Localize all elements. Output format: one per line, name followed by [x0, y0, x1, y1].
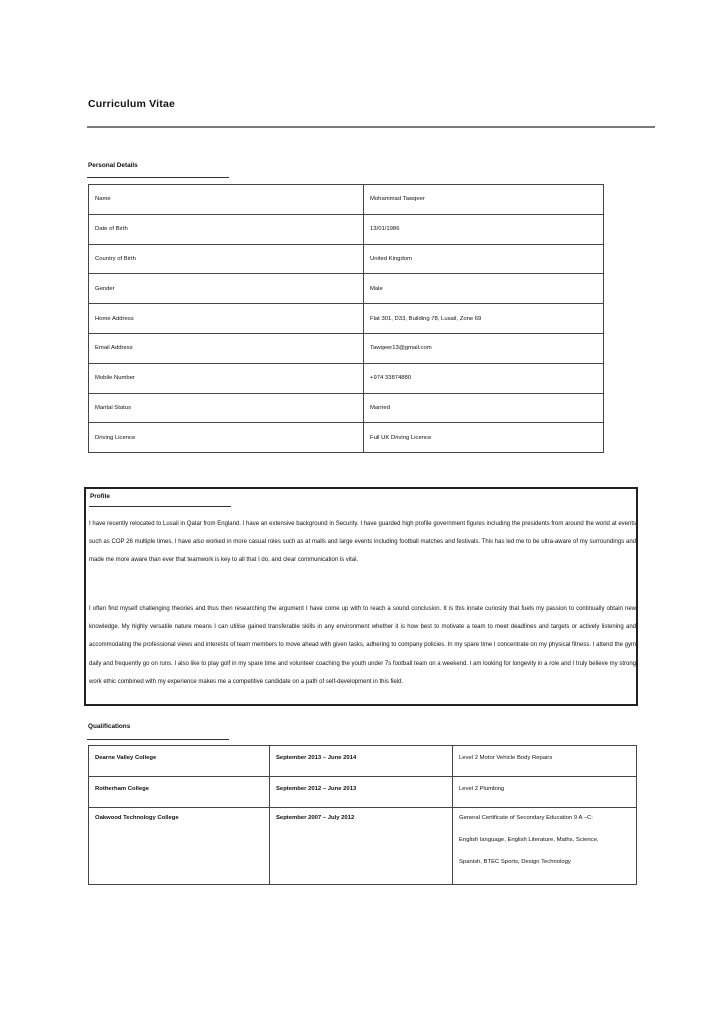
row-label: Name	[89, 185, 364, 215]
row-label: Driving Licence	[89, 423, 364, 453]
row-value: Flat 301, D33, Building 78, Lusail, Zone 69	[364, 304, 604, 334]
personal-details-table	[88, 184, 604, 453]
qualification-details	[453, 808, 637, 885]
row-value: Tawqeer13@gmail.com	[364, 333, 604, 363]
personal-row-marital-status	[89, 393, 604, 423]
personal-row-driving-licence	[89, 423, 604, 453]
row-value: Married	[364, 393, 604, 423]
profile-paragraph: I have recently relocated to Lusail in Qatar from England. I have an extensive background in Security. I have guarded high profile government figures including the presidents from around the world at events such as COP 26 multiple times. I have also worked in more casual roles such as at malls and large events including football matches and festivals. This has led me to be ultra-aware of my surroundings and made me more aware than ever that teamwork is key to all that I do, and clear communication is vital.	[89, 521, 636, 564]
personal-row-name	[89, 185, 604, 215]
personal-details-heading: Personal Details	[88, 162, 138, 169]
profile-paragraph: I often find myself challenging theories and thus then researching the argument I have come up with to reach a sound conclusion. It is this innate curiosity that fuels my passion to continually obtain new knowledge. My highly versatile nature means I can utilise gained transferable skills in any environment whether it is how best to motivate a team to meet deadlines and targets or actively listening and accommodating the professional views and interests of team members to move ahead with given tasks, adhering to company policies. In my spare time I concentrate on my physical fitness. I attend the gym daily and frequently go on runs. I also like to play golf in my spare time and volunteer coaching the youth under 7s football team on a weekend. I am looking for longevity in a role and I truly believe my strong work ethic combined with my experience makes me a competitive candidate on a path of self-development in this field.	[89, 606, 636, 685]
row-label: Country of Birth	[89, 244, 364, 274]
personal-row-date-of-birth	[89, 214, 604, 244]
qualification-detail-line: Spanish, BTEC Sports, Design Technology	[459, 859, 571, 865]
row-value: 13/01/1986	[364, 214, 604, 244]
qualification-detail-line: General Certificate of Secondary Education 9 A –C:	[459, 815, 593, 821]
row-value: Male	[364, 274, 604, 304]
personal-row-gender	[89, 274, 604, 304]
qualification-detail-line: English language, English Literature, Maths, Science,	[459, 837, 599, 843]
row-label: Mobile Number	[89, 363, 364, 393]
qualification-dates: September 2007 – July 2012	[270, 808, 453, 885]
qualification-details: Level 2 Plumbing	[453, 777, 637, 808]
qualifications-heading: Qualifications	[88, 723, 131, 730]
row-value: +974 33874880	[364, 363, 604, 393]
qualification-institution: Rotherham College	[89, 777, 270, 808]
qualification-institution: Oakwood Technology College	[89, 808, 270, 885]
row-label: Marital Status	[89, 393, 364, 423]
qualification-dates: September 2013 – June 2014	[270, 746, 453, 777]
qualification-details: Level 2 Motor Vehicle Body Repairs	[453, 746, 637, 777]
profile-section	[84, 487, 638, 706]
personal-row-mobile-number	[89, 363, 604, 393]
personal-row-email-address	[89, 333, 604, 363]
row-value: Full UK Driving Licence	[364, 423, 604, 453]
qualifications-underline	[87, 739, 229, 740]
personal-row-home-address	[89, 304, 604, 334]
personal-details-underline	[87, 177, 229, 178]
profile-heading: Profile	[90, 493, 110, 500]
row-value: United Kingdom	[364, 244, 604, 274]
qualification-row	[89, 777, 637, 808]
qualification-row	[89, 746, 637, 777]
row-label: Home Address	[89, 304, 364, 334]
row-label: Email Address	[89, 333, 364, 363]
qualification-dates: September 2012 – June 2013	[270, 777, 453, 808]
title-divider	[87, 126, 655, 128]
row-value: Mohammad Tawqeer	[364, 185, 604, 215]
qualifications-table	[88, 745, 637, 885]
row-label: Date of Birth	[89, 214, 364, 244]
qualification-institution: Dearne Valley College	[89, 746, 270, 777]
qualification-row	[89, 808, 637, 885]
row-label: Gender	[89, 274, 364, 304]
document-title: Curriculum Vitae	[88, 98, 176, 110]
personal-row-country-of-birth	[89, 244, 604, 274]
profile-underline	[89, 506, 231, 507]
